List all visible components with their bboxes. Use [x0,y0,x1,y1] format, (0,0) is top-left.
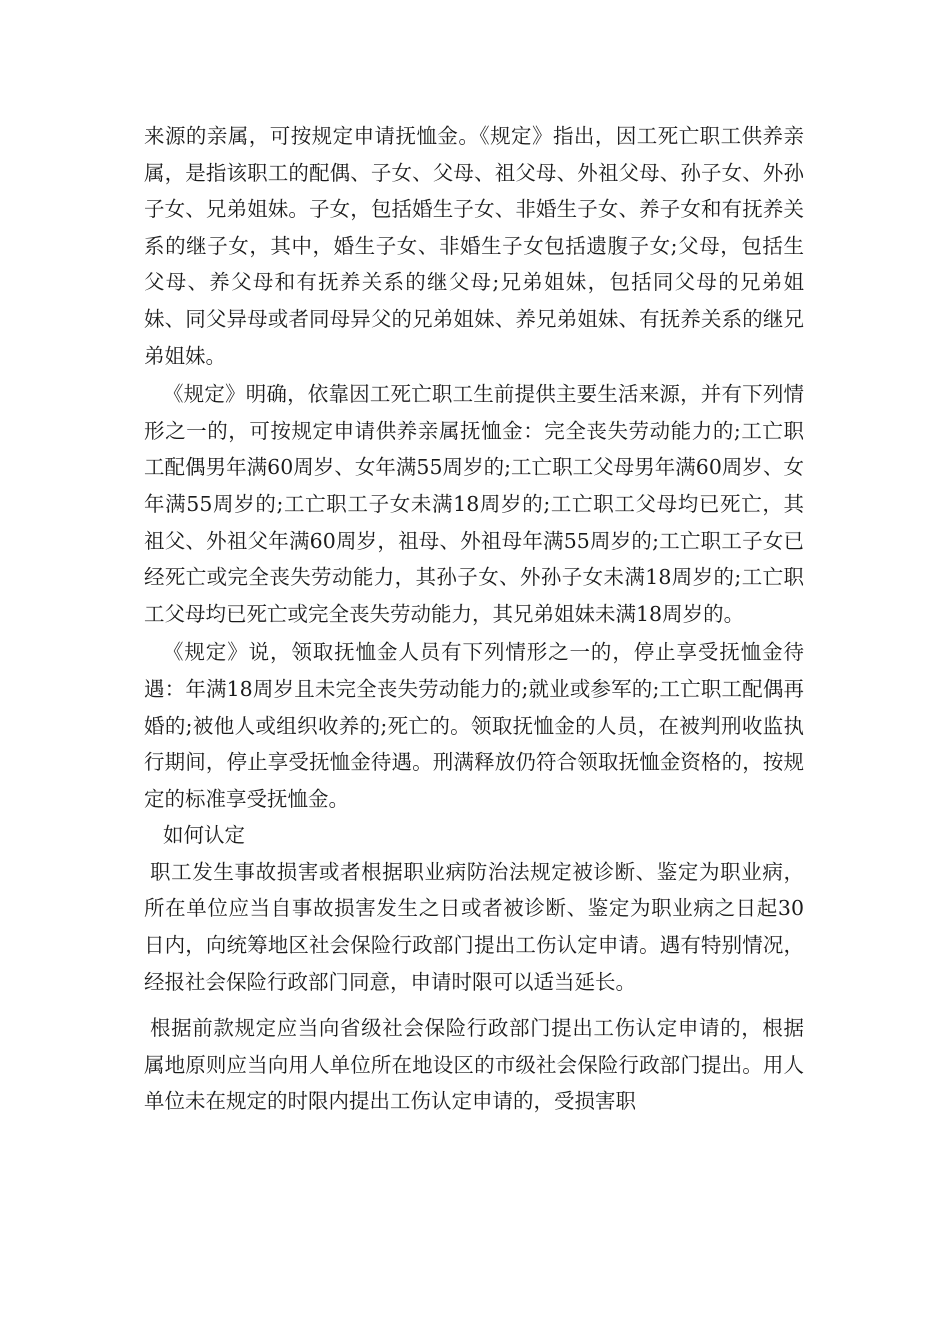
paragraph-pension-eligibility: 《规定》明确，依靠因工死亡职工生前提供主要生活来源，并有下列情形之一的，可按规定申请供养亲属抚恤金：完全丧失劳动能力的;工亡职工配偶男年满60周岁、女年满55周岁的;工亡职工父母男年满60周岁、女年满55周岁的;工亡职工子女未满18周岁的;工亡职工父母均已死亡，其祖父、外祖父年满60周岁，祖母、外祖母年满55周岁的;工亡职工子女已经死亡或完全丧失劳动能力，其孙子女、外孙子女未满18周岁的;工亡职工父母均已死亡或完全丧失劳动能力，其兄弟姐妹未满18周岁的。 [144,382,804,626]
section-heading-recognition: 如何认定 [163,823,245,848]
paragraph-pension-termination: 《规定》说，领取抚恤金人员有下列情形之一的，停止享受抚恤金待遇：年满18周岁且未完全丧失劳动能力的;就业或参军的;工亡职工配偶再婚的;被他人或组织收养的;死亡的。领取抚恤金的人员，在被判刑收监执行期间，停止享受抚恤金待遇。刑满释放仍符合领取抚恤金资格的，按规定的标准享受抚恤金。 [144,640,804,811]
paragraph-dependents-definition: 来源的亲属，可按规定申请抚恤金。《规定》指出，因工死亡职工供养亲属，是指该职工的配偶、子女、父母、祖父母、外祖父母、孙子女、外孙子女、兄弟姐妹。子女，包括婚生子女、非婚生子女、养子女和有抚养关系的继子女，其中，婚生子女、非婚生子女包括遗腹子女;父母，包括生父母、养父母和有抚养关系的继父母;兄弟姐妹，包括同父母的兄弟姐妹、同父异母或者同母异父的兄弟姐妹、养兄弟姐妹、有抚养关系的继兄弟姐妹。 [144,124,804,368]
paragraph-jurisdiction: 根据前款规定应当向省级社会保险行政部门提出工伤认定申请的，根据属地原则应当向用人单位所在地设区的市级社会保险行政部门提出。用人单位未在规定的时限内提出工伤认定申请的，受损害职 [144,1016,804,1114]
document-body [144,118,804,1120]
paragraph-recognition-application: 职工发生事故损害或者根据职业病防治法规定被诊断、鉴定为职业病，所在单位应当自事故损害发生之日或者被诊断、鉴定为职业病之日起30日内，向统筹地区社会保险行政部门提出工伤认定申请。遇有特别情况，经报社会保险行政部门同意，申请时限可以适当延长。 [144,859,804,994]
